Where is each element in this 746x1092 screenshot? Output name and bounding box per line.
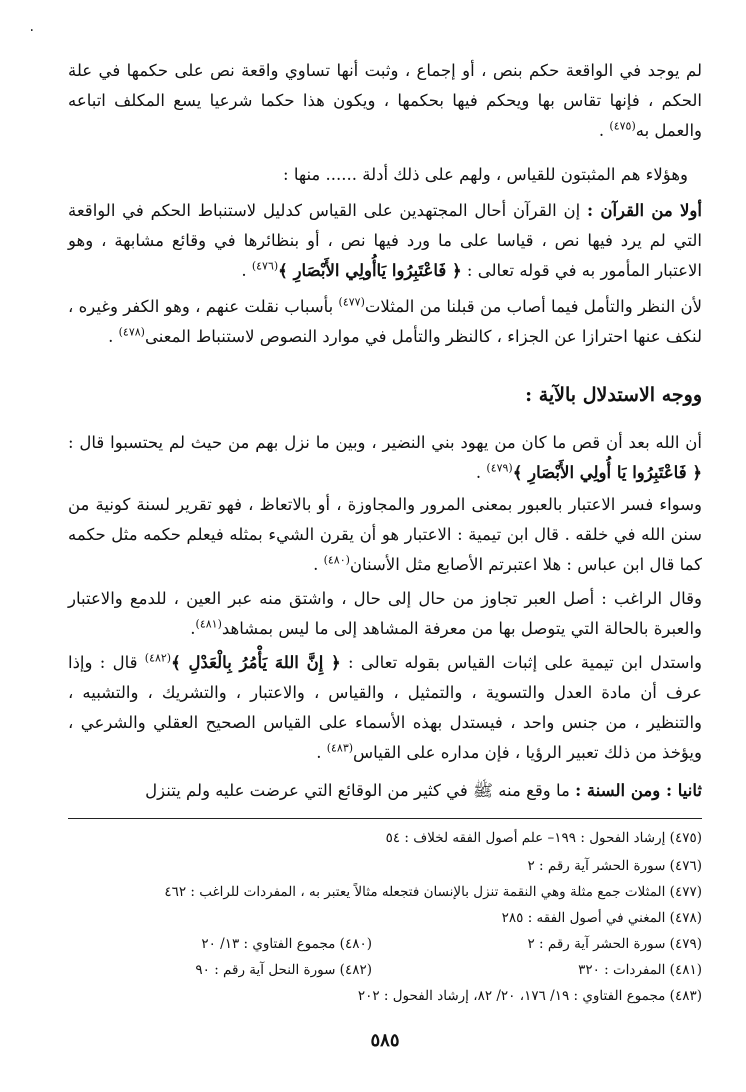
paragraph-4-end: . xyxy=(108,327,119,346)
footnote-ref-475[interactable]: (٤٧٥) xyxy=(609,119,636,133)
page-number: ٥٨٥ xyxy=(370,1030,400,1051)
section-heading: ووجه الاستدلال بالآية : xyxy=(525,384,702,406)
paragraph-6 xyxy=(68,490,702,580)
paragraph-7-end: . xyxy=(190,619,196,638)
footnote-ref-476[interactable]: (٤٧٦) xyxy=(251,259,279,273)
footnote-482: (٤٨٢) سورة النحل آية رقم : ٩٠ xyxy=(195,962,372,978)
paragraph-5-text: أن الله بعد أن قص ما كان من يهود بني النضير ، وبين ما نزل بهم من حيث لم يحتسبوا قال : xyxy=(68,433,702,452)
footnote-ref-482[interactable]: (٤٨٢) xyxy=(144,651,172,665)
quran-verse: ﴿ فَاعْتَبِرُوا يَاأُولِي الأَبْصَارِ ﴾ xyxy=(278,261,462,280)
footnote-478: (٤٧٨) المغني في أصول الفقه : ٢٨٥ xyxy=(501,910,702,926)
paragraph-2 xyxy=(68,160,702,190)
paragraph-1 xyxy=(68,56,702,146)
footnote-483: (٤٨٣) مجموع الفتاوي : ١٩/ ١٧٦، ٢٠/ ٨٢، إرشاد الفحول : ٢٠٢ xyxy=(357,988,702,1004)
footnote-ref-479[interactable]: (٤٧٩) xyxy=(486,461,513,475)
paragraph-9 xyxy=(68,776,702,806)
footnote-476: (٤٧٦) سورة الحشر آية رقم : ٢ xyxy=(527,858,702,874)
quran-verse: ﴿ فَاعْتَبِرُوا يَا أُولِي الأَبْصَارِ ﴾ xyxy=(512,463,702,482)
footnote-ref-481[interactable]: (٤٨١) xyxy=(195,617,222,631)
paragraph-4 xyxy=(68,292,702,352)
paragraph-8 xyxy=(68,648,702,768)
paragraph-5 xyxy=(68,428,702,488)
paragraph-9-text: ما وقع منه ﷺ في كثير من الوقائع التي عرضت عليه ولم يتنزل xyxy=(145,781,576,800)
footnote-ref-483[interactable]: (٤٨٣) xyxy=(326,741,354,755)
footnote-479: (٤٧٩) سورة الحشر آية رقم : ٢ xyxy=(527,936,702,952)
footnote-ref-477[interactable]: (٤٧٧) xyxy=(338,295,365,309)
paragraph-3-end: . xyxy=(241,261,252,280)
paragraph-3-text: إن القرآن أحال المجتهدين على القياس كدليل لاستنباط الحكم في الواقعة التي لم يرد فيها نص ، قياسا على ما ورد فيها نص ، أو بنظائرها في وقائع مشابهة ، وهو الاعتبار المأمور به في قوله تعالى : xyxy=(68,201,702,280)
paragraph-6-end: . xyxy=(313,555,324,574)
paragraph-6-text: وسواء فسر الاعتبار بالعبور بمعنى المرور والمجاوزة ، أو بالاتعاظ ، فهو تقرير لسنة كونية من سنن الله في خلقه . قال ابن تيمية : الاعتبار هو أن يقرن الشيء بمثله فيعلم حكمه مثل حكمه كما قال ابن عباس : هلا اعتبرتم الأصابع مثل الأسنان xyxy=(68,495,702,574)
paragraph-1-end: . xyxy=(598,121,610,140)
paragraph-8-end: . xyxy=(316,743,327,762)
paragraph-7 xyxy=(68,584,702,644)
book-page xyxy=(68,0,702,1092)
footnote-480: (٤٨٠) مجموع الفتاوي : ١٣/ ٢٠ xyxy=(201,936,372,952)
footnote-475: (٤٧٥) إرشاد الفحول : ١٩٩– علم أصول الفقه لخلاف : ٥٤ xyxy=(385,830,702,846)
footnote-ref-480[interactable]: (٤٨٠) xyxy=(323,553,350,567)
paragraph-8-text: واستدل ابن تيمية على إثبات القياس بقوله تعالى : xyxy=(340,653,702,672)
footnote-divider xyxy=(68,818,702,819)
paragraph-2-text: وهؤلاء هم المثبتون للقياس ، ولهم على ذلك أدلة ...... منها : xyxy=(283,165,688,184)
page-mark: ٠ xyxy=(28,22,36,38)
paragraph-1-text: لم يوجد في الواقعة حكم بنص ، أو إجماع ، وثبت أنها تساوي واقعة نص على حكمها في علة الحكم ، فإنها تقاس بها ويحكم فيها بحكمها ، ويكون هذا حكما شرعيا يسع المكلف اتباعه والعمل به xyxy=(68,61,702,140)
paragraph-4-rest: بأسباب نقلت عنهم ، وهو الكفر وغيره ، لنكف عنها احترازا عن الجزاء ، كالنظر والتأمل في موارد النصوص لاستنباط المعنى xyxy=(68,297,702,346)
footnote-477: (٤٧٧) المثلات جمع مثلة وهي النقمة تنزل بالإنسان فتجعله مثالاً يعتبر به ، المفردات للراغب : ٤٦٢ xyxy=(164,884,702,900)
paragraph-7-text: وقال الراغب : أصل العبر تجاوز من حال إلى حال ، واشتق منه عبر العين ، للدمع والاعتبار والعبرة بالحالة التي يتوصل بها من معرفة المشاهد إلى ما ليس بمشاهد xyxy=(68,589,702,638)
paragraph-8-rest: قال : وإذا عرف أن مادة العدل والتسوية ، والتمثيل ، والقياس ، والاعتبار ، والتشريك ، والتشبيه ، والتنظير ، من جنس واحد ، فيستدل بهذه الأسماء على القياس الصحيح العقلي والشرعي ، ويؤخذ من ذلك تعبير الرؤيا ، فإن مداره على القياس xyxy=(68,653,702,762)
section-lead-quran: أولا من القرآن : xyxy=(586,201,702,220)
section-lead-sunnah: ثانيا : ومن السنة : xyxy=(575,781,702,800)
footnote-481: (٤٨١) المفردات : ٣٢٠ xyxy=(578,962,702,978)
paragraph-5-end: . xyxy=(475,463,487,482)
paragraph-3 xyxy=(68,196,702,286)
paragraph-4-text: لأن النظر والتأمل فيما أصاب من قبلنا من المثلات xyxy=(364,297,702,316)
footnote-ref-478[interactable]: (٤٧٨) xyxy=(118,325,145,339)
quran-verse: ﴿ إِنَّ اللهَ يَأْمُرُ بِالْعَدْلِ ﴾ xyxy=(171,653,341,672)
